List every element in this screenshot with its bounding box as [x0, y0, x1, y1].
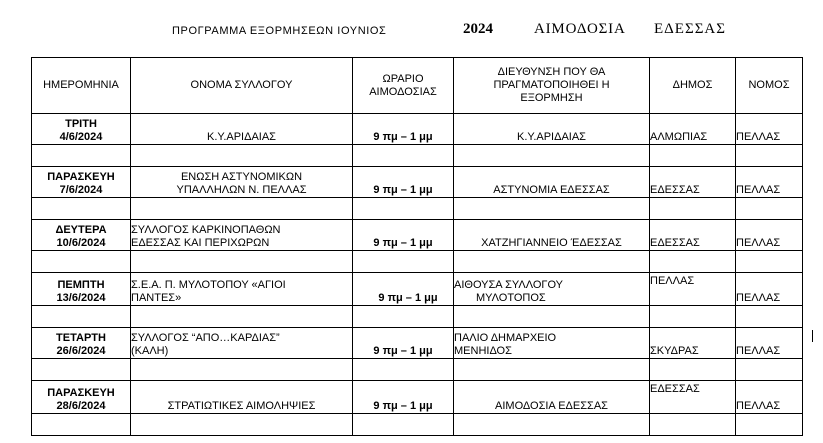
- date-value: 10/6/2024: [56, 237, 106, 249]
- address-cell: [454, 114, 650, 145]
- address-value: ΑΙΜΟΔΟΣΙΑ ΕΔΕΣΣΑΣ: [495, 400, 608, 412]
- spacer-row: [32, 414, 803, 436]
- margin-mark: [812, 330, 813, 342]
- col-header-hours: ΩΡΑΡΙΟ ΑΙΜΟΔΟΣΙΑΣ: [353, 58, 454, 114]
- prefecture-value: ΠΕΛΛΑΣ: [736, 400, 781, 412]
- hours-value: 9 πμ – 1 μμ: [373, 345, 433, 357]
- association-name-line-1: ΣΥΛΛΟΓΟΣ ΚΑΡΚΙΝΟΠΑΘΩΝ: [131, 224, 281, 236]
- prefecture-cell: [736, 167, 803, 198]
- year-title: 2024: [463, 21, 493, 37]
- date-cell: [32, 273, 131, 306]
- date-cell: [32, 114, 131, 145]
- date-cell: [32, 381, 131, 414]
- association-cell: [131, 273, 353, 306]
- day-name: ΔΕΥΤΕΡΑ: [55, 224, 107, 236]
- municipality-cell: [650, 167, 736, 198]
- municipality-value: ΕΔΕΣΣΑΣ: [650, 237, 700, 249]
- address-cell: [454, 328, 650, 359]
- spacer-row: [32, 306, 803, 328]
- table-row: [32, 220, 803, 251]
- prefecture-cell: [736, 328, 803, 359]
- address-value: ΧΑΤΖΗΓΙΑΝΝΕΙΟ ΈΔΕΣΣΑΣ: [481, 237, 622, 249]
- table-row: [32, 273, 803, 306]
- schedule-table: [31, 57, 803, 436]
- address-line-1: ΠΑΛΙΟ ΔΗΜΑΡΧΕΙΟ: [454, 332, 557, 344]
- municipality-cell: [650, 381, 736, 414]
- association-name-line-1: ΣΥΛΛΟΓΟΣ “ΑΠΟ…ΚΑΡΔΙΑΣ”: [131, 332, 280, 344]
- prefecture-value: ΠΕΛΛΑΣ: [736, 184, 781, 196]
- prefecture-value: ΠΕΛΛΑΣ: [736, 131, 781, 143]
- hours-value: 9 πμ – 1 μμ: [373, 184, 433, 196]
- date-value: 13/6/2024: [56, 292, 106, 304]
- spacer-row: [32, 251, 803, 273]
- address-line-1: ΑΙΘΟΥΣΑ ΣΥΛΛΟΓΟΥ: [454, 279, 564, 291]
- hours-cell: [353, 381, 454, 414]
- date-value: 26/6/2024: [56, 345, 106, 357]
- day-name: ΤΕΤΑΡΤΗ: [56, 332, 106, 344]
- day-name: ΠΕΜΠΤΗ: [57, 279, 105, 291]
- address-value: Κ.Υ.ΑΡΙΔΑΙΑΣ: [517, 131, 586, 143]
- date-cell: [32, 167, 131, 198]
- table-row: [32, 328, 803, 359]
- table-header-row: [32, 58, 803, 114]
- prefecture-value: ΠΕΛΛΑΣ: [736, 292, 781, 304]
- col-header-municipality: ΔΗΜΟΣ: [650, 58, 736, 114]
- table-row: [32, 167, 803, 198]
- association-cell: [131, 114, 353, 145]
- date-value: 28/6/2024: [56, 400, 106, 412]
- association-cell: [131, 220, 353, 251]
- hours-cell: [353, 114, 454, 145]
- document-title: [0, 0, 823, 56]
- spacer-row: [32, 359, 803, 381]
- hours-cell: [353, 220, 454, 251]
- address-cell: [454, 381, 650, 414]
- program-title: ΠΡΟΓΡΑΜΜΑ ΕΞΟΡΜΗΣΕΩΝ ΙΟΥΝΙΟΣ: [172, 25, 387, 37]
- association-name: ΣΤΡΑΤΙΩΤΙΚΕΣ ΑΙΜΟΛΗΨΙΕΣ: [167, 400, 316, 412]
- association-name-line-2: ΕΔΕΣΣΑΣ ΚΑΙ ΠΕΡΙΧΩΡΩΝ: [131, 237, 270, 249]
- prefecture-value: ΠΕΛΛΑΣ: [736, 237, 781, 249]
- association-name: Κ.Υ.ΑΡΙΔΑΙΑΣ: [207, 131, 276, 143]
- hours-cell: [353, 273, 454, 306]
- table-row: [32, 114, 803, 145]
- address-cell: [454, 167, 650, 198]
- municipality-value: ΑΛΜΩΠΙΑΣ: [650, 131, 708, 143]
- association-name-line-2: ΥΠΑΛΛΗΛΩΝ Ν. ΠΕΛΛΑΣ: [176, 184, 307, 196]
- municipality-cell: [650, 114, 736, 145]
- prefecture-cell: [736, 273, 803, 306]
- municipality-cell: [650, 273, 736, 306]
- col-header-prefecture: ΝΟΜΟΣ: [736, 58, 803, 114]
- city-title: ΕΔΕΣΣΑΣ: [654, 21, 726, 37]
- municipality-value: ΠΕΛΛΑΣ: [650, 275, 695, 287]
- hours-value: 9 πμ – 1 μμ: [378, 292, 438, 304]
- hours-value: 9 πμ – 1 μμ: [373, 131, 433, 143]
- prefecture-cell: [736, 381, 803, 414]
- day-name: ΠΑΡΑΣΚΕΥΗ: [47, 171, 115, 183]
- municipality-cell: [650, 220, 736, 251]
- association-cell: [131, 328, 353, 359]
- day-name: ΤΡΙΤΗ: [65, 118, 97, 130]
- day-name: ΠΑΡΑΣΚΕΥΗ: [47, 387, 115, 399]
- table-row: [32, 381, 803, 414]
- hours-value: 9 πμ – 1 μμ: [373, 400, 433, 412]
- col-header-date: ΗΜΕΡΟΜΗΝΙΑ: [32, 58, 131, 114]
- address-line-2: ΜΥΛΟΤΟΠΟΣ: [476, 292, 546, 304]
- col-header-address: ΔΙΕΥΘΥΝΣΗ ΠΟΥ ΘΑ ΠΡΑΓΜΑΤΟΠΟΙΗΘΕΙ Η ΕΞΟΡΜΗΣΗ: [454, 58, 650, 114]
- address-cell: [454, 273, 650, 306]
- date-value: 7/6/2024: [59, 184, 103, 196]
- spacer-row: [32, 198, 803, 220]
- spacer-row: [32, 145, 803, 167]
- address-cell: [454, 220, 650, 251]
- hours-value: 9 πμ – 1 μμ: [373, 237, 433, 249]
- prefecture-cell: [736, 114, 803, 145]
- address-line-2: ΜΕΝΗΙΔΟΣ: [454, 345, 512, 357]
- col-header-association: ΟΝΟΜΑ ΣΥΛΛΟΓΟΥ: [131, 58, 353, 114]
- date-cell: [32, 328, 131, 359]
- prefecture-cell: [736, 220, 803, 251]
- prefecture-value: ΠΕΛΛΑΣ: [736, 345, 781, 357]
- association-name-line-1: Σ.Ε.Α. Π. ΜΥΛΟΤΟΠΟΥ «ΑΓΙΟΙ: [131, 279, 286, 291]
- municipality-cell: [650, 328, 736, 359]
- date-cell: [32, 220, 131, 251]
- association-cell: [131, 167, 353, 198]
- address-value: ΑΣΤΥΝΟΜΙΑ ΕΔΕΣΣΑΣ: [493, 184, 610, 196]
- municipality-value: ΕΔΕΣΣΑΣ: [650, 184, 700, 196]
- association-cell: [131, 381, 353, 414]
- date-value: 4/6/2024: [59, 131, 103, 143]
- association-name-line-1: ΕΝΩΣΗ ΑΣΤΥΝΟΜΙΚΩΝ: [180, 171, 303, 183]
- municipality-value: ΣΚΥΔΡΑΣ: [650, 345, 699, 357]
- blood-bank-title: ΑΙΜΟΔΟΣΙΑ: [534, 21, 626, 37]
- municipality-value: ΕΔΕΣΣΑΣ: [650, 383, 700, 395]
- association-name-line-2: (ΚΑΛΗ): [131, 345, 169, 357]
- association-name-line-2: ΠΑΝΤΕΣ»: [131, 292, 182, 304]
- hours-cell: [353, 328, 454, 359]
- hours-cell: [353, 167, 454, 198]
